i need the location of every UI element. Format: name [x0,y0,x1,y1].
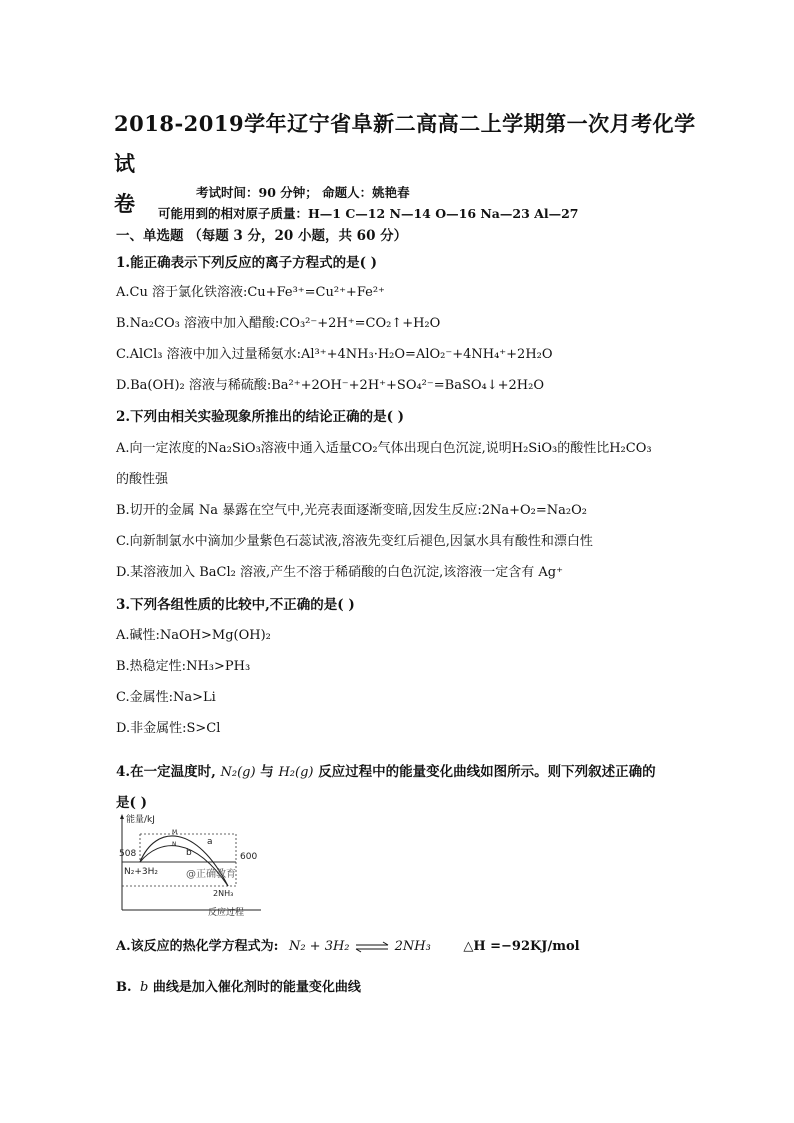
curve-n-label: N [172,841,177,848]
equation-left: N₂ + 3H₂ [288,939,350,954]
enthalpy-change: △H =−92KJ/mol [463,939,580,954]
question-4-stem-prefix: 4.在一定温度时, [116,764,216,780]
value-left: 508 [119,849,137,859]
question-1-option-c: C.AlCl₃ 溶液中加入过量稀氨水:Al³⁺+4NH₃·H₂O=AlO₂⁻+4NH₄⁺+2H₂O [116,347,553,362]
question-3-stem: 3.下列各组性质的比较中,不正确的是( ) [116,597,355,613]
question-4-stem [116,760,656,780]
option-b-text: 曲线是加入催化剂时的能量变化曲线 [152,980,361,995]
title-line-1: 2018-2019学年辽宁省阜新二高高二上学期第一次月考化学试 [114,111,696,176]
question-2-option-d: D.某溶液加入 BaCl₂ 溶液,产生不溶于稀硝酸的白色沉淀,该溶液一定含有 Ag⁺ [116,565,563,580]
formula-h2: H₂(g) [278,765,314,780]
watermark: @正确教育 [186,869,236,880]
y-axis-arrow [120,814,124,819]
question-2-stem: 2.下列由相关实验现象所推出的结论正确的是( ) [116,409,405,425]
option-b-variable: b [140,980,149,995]
question-4-option-b [116,976,361,995]
y-axis-label: 能量/kJ [126,815,155,825]
exam-info: 考试时间：90 分钟； 命题人：姚艳春 [196,185,410,200]
question-3-option-d: D.非金属性:S>Cl [116,721,221,736]
value-right: 600 [240,852,258,862]
question-2-option-a-line-1: A.向一定浓度的Na₂SiO₃溶液中通入适量CO₂气体出现白色沉淀,说明H₂SiO₃的酸性比H₂CO₃ [116,441,652,456]
products-label: 2NH₃ [213,889,234,898]
formula-n2: N₂(g) [220,765,256,780]
question-2-option-b: B.切开的金属 Na 暴露在空气中,光亮表面逐渐变暗,因发生反应:2Na+O₂=Na₂O₂ [116,503,587,518]
question-4-stem-with: 与 [260,764,274,780]
equation-right: 2NH₃ [394,939,431,954]
question-1-option-b: B.Na₂CO₃ 溶液中加入醋酸:CO₃²⁻+2H⁺=CO₂↑+H₂O [116,316,441,331]
reactants-label: N₂+3H₂ [124,867,158,877]
title-line-2: 卷 [114,191,136,216]
question-3-option-a: A.碱性:NaOH>Mg(OH)₂ [116,628,271,643]
option-a-text: A.该反应的热化学方程式为: [116,939,279,954]
question-4-stem-line-2: 是( ) [116,795,147,811]
question-1-option-a: A.Cu 溶于氯化铁溶液:Cu+Fe³⁺=Cu²⁺+Fe²⁺ [116,285,385,300]
curve-a-label: a [207,837,213,847]
option-b-prefix: B. [116,980,132,995]
x-axis-label: 反应过程 [208,908,245,916]
question-3-option-b: B.热稳定性:NH₃>PH₃ [116,659,251,674]
section-heading: 一、单选题 （每题 3 分，20 小题，共 60 分） [116,228,408,244]
energy-diagram [116,812,266,916]
question-4-stem-suffix: 反应过程中的能量变化曲线如图所示。则下列叙述正确的 [318,764,656,780]
equilibrium-arrow-icon [354,941,390,953]
question-2-option-c: C.向新制氯水中滴加少量紫色石蕊试液,溶液先变红后褪色,因氯水具有酸性和漂白性 [116,534,593,549]
question-1-stem: 1.能正确表示下列反应的离子方程式的是( ) [116,255,378,271]
curve-b-label: b [186,848,192,858]
question-2-option-a-line-2: 的酸性强 [116,472,169,487]
atomic-masses: 可能用到的相对原子质量：H—1 C—12 N—14 O—16 Na—23 Al—27 [158,206,579,221]
question-4-option-a [116,935,580,954]
peak-label: M [172,829,178,836]
question-1-option-d: D.Ba(OH)₂ 溶液与稀硫酸:Ba²⁺+2OH⁻+2H⁺+SO₄²⁻=BaSO₄↓+2H₂O [116,378,544,393]
question-3-option-c: C.金属性:Na>Li [116,690,216,705]
